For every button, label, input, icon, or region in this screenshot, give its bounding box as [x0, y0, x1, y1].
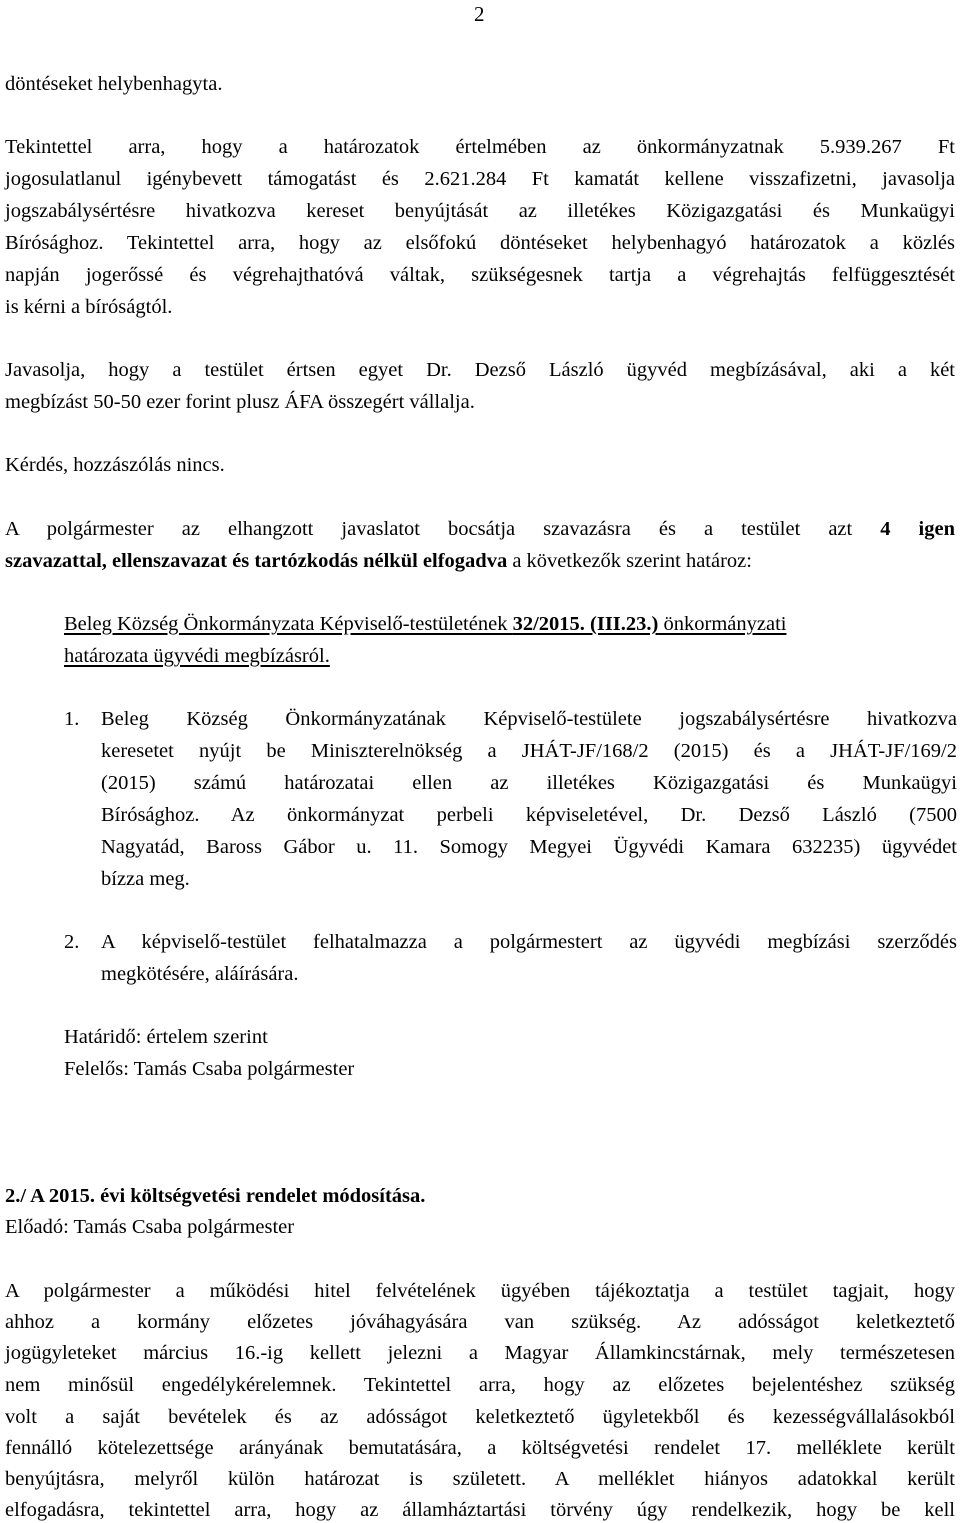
text-line: határozata ügyvédi megbízásról. — [64, 645, 330, 667]
section-2-presenter: Előadó: Tamás Csaba polgármester — [5, 1216, 295, 1238]
paragraph-no-questions: Kérdés, hozzászólás nincs. — [5, 454, 225, 476]
text-line: benyújtásra, melyről külön határozat is született. A melléklet hiányos adatokkal került — [5, 1468, 955, 1490]
text-line: jogügyleteket március 16.-ig kellett jelezni a Magyar Államkincstárnak, mely természetesen — [5, 1342, 955, 1364]
text-line: Bírósághoz. Az önkormányzat perbeli képviseletével, Dr. Dezső László (7500 — [101, 804, 957, 826]
text-line: bízza meg. — [101, 868, 190, 890]
text-line: Beleg Község Önkormányzata Képviselő-testületének 32/2015. (III.23.) önkormányzati — [64, 613, 787, 635]
item-number: 1. — [64, 708, 80, 730]
text-line: jogosulatlanul igénybevett támogatást és 2.621.284 Ft kamatát kellene visszafizetni, javasolja — [5, 168, 955, 190]
text-line: szavazattal, ellenszavazat és tartózkodás nélkül elfogadva a következők szerint határoz: — [5, 550, 752, 572]
responsible: Felelős: Tamás Csaba polgármester — [64, 1058, 355, 1080]
page-number: 2 — [474, 2, 485, 26]
text-line: Beleg Község Önkormányzatának Képviselő-testülete jogszabálysértésre hivatkozva — [101, 708, 957, 730]
text-line: nem minősül engedélykérelemnek. Tekintettel arra, hogy az előzetes bejelentéshez szükség — [5, 1374, 955, 1396]
text-line: Tekintettel arra, hogy a határozatok értelmében az önkormányzatnak 5.939.267 Ft — [5, 136, 955, 158]
text-line: volt a saját bevételek és az adósságot keletkeztető ügyletekből és kezességvállalásokból — [5, 1406, 955, 1428]
text-line: jogszabálysértésre hivatkozva kereset benyújtását az illetékes Közigazgatási és Munkaügyi — [5, 200, 955, 222]
text-line: A polgármester a működési hitel felvételének ügyében tájékoztatja a testület tagjait, hogy — [5, 1280, 955, 1302]
text-line: (2015) számú határozatai ellen az illetékes Közigazgatási és Munkaügyi — [101, 772, 957, 794]
deadline: Határidő: értelem szerint — [64, 1026, 268, 1048]
text-line: is kérni a bíróságtól. — [5, 296, 173, 318]
text-line: A polgármester az elhangzott javaslatot bocsátja szavazásra és a testület azt 4 igen — [5, 518, 955, 540]
text-line: Nagyatád, Baross Gábor u. 11. Somogy Megyei Ügyvédi Kamara 632235) ügyvédet — [101, 836, 957, 858]
text-line: Bírósághoz. Tekintettel arra, hogy az elsőfokú döntéseket helybenhagyó határozatok a közlés — [5, 232, 955, 254]
text-line: megkötésére, aláírására. — [101, 963, 299, 985]
text-line: fennálló kötelezettsége arányának bemutatására, a költségvetési rendelet 17. melléklete került — [5, 1437, 955, 1459]
text-line: elfogadásra, tekintettel arra, hogy az államháztartási törvény úgy rendelkezik, hogy be kell — [5, 1499, 955, 1521]
text-line: Javasolja, hogy a testület értsen egyet Dr. Dezső László ügyvéd megbízásával, aki a két — [5, 359, 955, 381]
item-number: 2. — [64, 931, 80, 953]
text-line: ahhoz a kormány előzetes jóváhagyására van szükség. Az adósságot keletkeztető — [5, 1311, 955, 1333]
text-line: napján jogerőssé és végrehajthatóvá váltak, szükségesnek tartja a végrehajtás felfüggesztését — [5, 264, 955, 286]
paragraph-intro: döntéseket helybenhagyta. — [5, 73, 223, 95]
section-2-title: 2./ A 2015. évi költségvetési rendelet módosítása. — [5, 1185, 426, 1207]
text-line: A képviselő-testület felhatalmazza a polgármestert az ügyvédi megbízási szerződés — [101, 931, 957, 953]
text-line: megbízást 50-50 ezer forint plusz ÁFA összegért vállalja. — [5, 391, 475, 413]
text-line: keresetet nyújt be Miniszterelnökség a JHÁT-JF/168/2 (2015) és a JHÁT-JF/169/2 — [101, 740, 957, 762]
